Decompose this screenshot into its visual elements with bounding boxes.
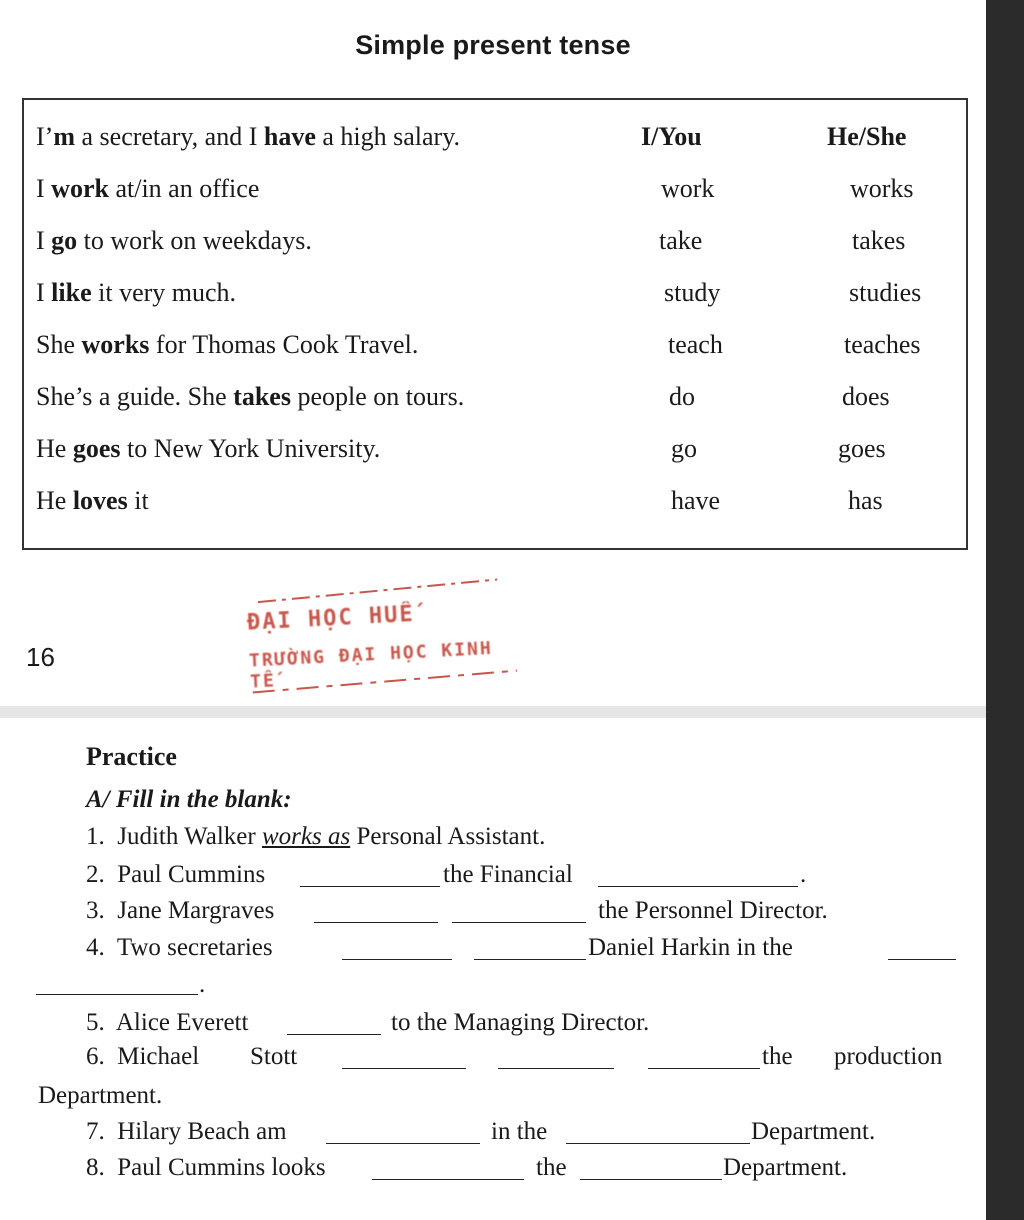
- answer-blank[interactable]: [580, 1179, 722, 1180]
- table-row: He goes to New York University. go goes: [36, 434, 886, 463]
- library-stamp: ĐẠI HỌC HUẾ TRƯỜNG ĐẠI HỌC KINH TẾ: [227, 574, 522, 699]
- page-number: 16: [26, 642, 55, 672]
- table-header-row: [24, 122, 966, 162]
- answer-blank[interactable]: [648, 1068, 760, 1069]
- verb-base: teach: [668, 330, 723, 359]
- answer-blank[interactable]: [888, 959, 956, 960]
- exercise-item-6: 6. Michael: [86, 1043, 200, 1070]
- header-he-she: He/She: [827, 122, 907, 151]
- header-sentence: I’m a secretary, and I have a high salary.: [36, 122, 461, 151]
- answer-blank[interactable]: [342, 959, 452, 960]
- exercise-title: A/ Fill in the blank:: [86, 786, 292, 813]
- verb-third-person: goes: [838, 434, 886, 463]
- verb-third-person: has: [848, 486, 883, 515]
- table-row: She works for Thomas Cook Travel. teach teaches: [36, 330, 921, 359]
- verb-base: work: [661, 174, 715, 203]
- verb-base: do: [669, 382, 695, 411]
- screen-edge: [986, 0, 1024, 1220]
- page-title: Simple present tense: [355, 30, 631, 60]
- verb-third-person: teaches: [844, 330, 921, 359]
- answer-blank[interactable]: [287, 1034, 381, 1035]
- answer-blank[interactable]: [36, 994, 198, 995]
- exercise-item-8: 8. Paul Cummins looks: [86, 1154, 326, 1181]
- verb-base: take: [659, 226, 703, 255]
- exercise-item-4: 4. Two secretaries: [86, 934, 273, 961]
- page-divider: [0, 706, 986, 718]
- verb-third-person: takes: [852, 226, 906, 255]
- answer-blank[interactable]: [372, 1179, 524, 1180]
- answer-blank[interactable]: [342, 1068, 466, 1069]
- table-row: He loves it have has: [36, 486, 883, 515]
- verb-third-person: works: [850, 174, 914, 203]
- table-row: She’s a guide. She takes people on tours. do does: [36, 382, 890, 411]
- verb-base: go: [671, 434, 697, 463]
- exercise-item-2: 2. Paul Cummins: [86, 861, 266, 888]
- table-row: I like it very much. study studies: [36, 278, 922, 307]
- answer-blank[interactable]: [300, 886, 440, 887]
- verb-base: have: [671, 486, 721, 515]
- table-row: I work at/in an office work works: [36, 174, 914, 203]
- answer-blank[interactable]: [566, 1143, 750, 1144]
- grammar-table: [22, 98, 968, 550]
- verb-base: study: [664, 278, 721, 307]
- answer-blank[interactable]: [498, 1068, 614, 1069]
- answer-blank[interactable]: [326, 1143, 480, 1144]
- answer-blank[interactable]: [314, 922, 438, 923]
- table-row: I go to work on weekdays. take takes: [36, 226, 906, 255]
- exercise-item-5: 5. Alice Everett: [86, 1009, 249, 1036]
- answer-blank[interactable]: [474, 959, 586, 960]
- answer-blank[interactable]: [598, 886, 798, 887]
- exercise-item-7: 7. Hilary Beach am: [86, 1118, 287, 1145]
- verb-third-person: does: [842, 382, 890, 411]
- practice-heading: Practice: [86, 742, 177, 771]
- header-i-you: I/You: [641, 122, 702, 151]
- exercise-item-1: 1. Judith Walker works as Personal Assistant.: [86, 823, 546, 850]
- verb-third-person: studies: [849, 278, 922, 307]
- answer-blank[interactable]: [452, 922, 586, 923]
- exercise-item-3: 3. Jane Margraves: [86, 897, 275, 924]
